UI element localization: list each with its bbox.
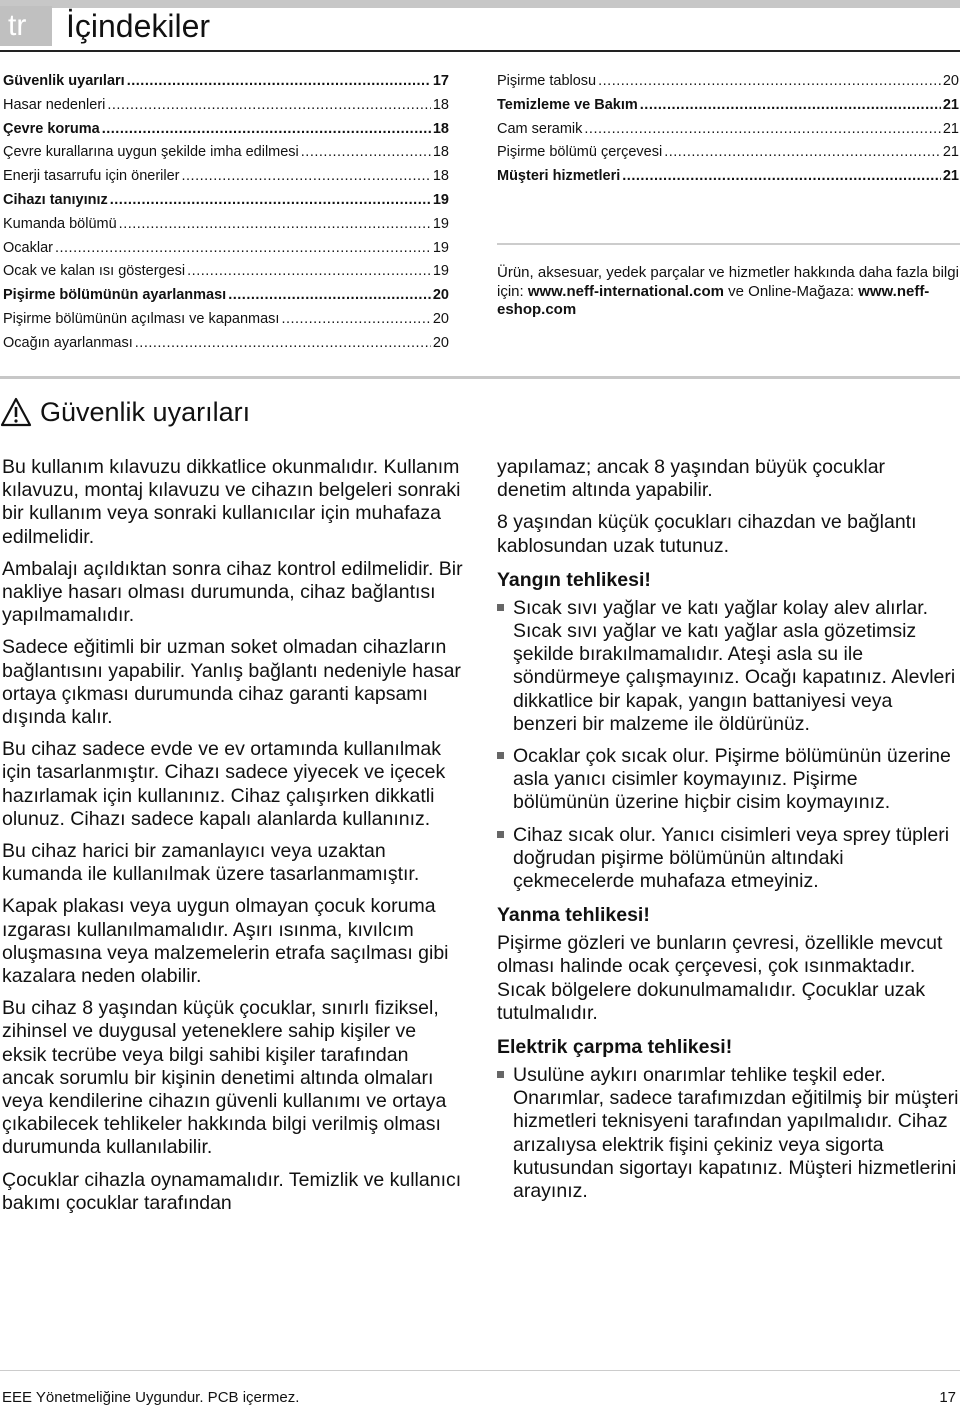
- toc-leader-dots: [102, 118, 431, 142]
- warning-triangle-icon: [0, 397, 32, 427]
- toc-entry-page: 19: [432, 263, 449, 280]
- info-text-1: Ürün, aksesuar, yedek parçalar ve hizmetler hakkında daha fazla bilgi için:: [497, 264, 959, 300]
- fire-hazard-list: [497, 597, 959, 893]
- bullet-item: Cihaz sıcak olur. Yanıcı cisimleri veya sprey tüpleri doğrudan pişirme bölümünün altındaki çekmecelerde muhafaza etmeyiniz.: [497, 824, 959, 894]
- toc-entry[interactable]: [3, 141, 449, 165]
- toc-entry-page: 20: [942, 73, 959, 89]
- toc-entry-page: 17: [432, 73, 449, 89]
- toc-entry[interactable]: [3, 94, 449, 118]
- bullet-item: Ocaklar çok sıcak olur. Pişirme bölümünün üzerine asla yanıcı cisimler koymayınız. Pişirme bölümünün üzerine hiçbir cisim koymayınız.: [497, 745, 959, 815]
- toc-entry-page: 18: [432, 96, 449, 113]
- fire-hazard-heading: Yangın tehlikesi!: [497, 568, 651, 591]
- toc-entry-label: Müşteri hizmetleri: [497, 168, 621, 185]
- toc-entry-page: 21: [942, 144, 959, 161]
- toc-leader-dots: [598, 70, 941, 94]
- paragraph: Ambalajı açıldıktan sonra cihaz kontrol edilmelidir. Bir nakliye hasarı olması durumunda, cihaz bağlantısı yapılmamalıdır.: [2, 557, 463, 627]
- toc-entry-page: 21: [942, 168, 959, 185]
- toc-entry-label: Pişirme bölümünün açılması ve kapanması: [3, 310, 280, 327]
- paragraph: Sadece eğitimli bir uzman soket olmadan cihazların bağlantısını yapabilir. Yanlış bağlantı nedeniyle hasar ortaya çıkması durumunda cihaz garanti kapsamı dışında kalır.: [2, 636, 461, 729]
- toc-entry-page: 20: [432, 334, 449, 351]
- toc-left-column: [3, 70, 449, 356]
- bullet-item: Usulüne aykırı onarımlar tehlike teşkil eder. Onarımlar, sadece tarafımızdan eğitilmiş bir müşteri hizmetleri teknisyeni tarafından yapılmalıdır. Cihaz arızalıysa elektrik fişini çekiniz veya sigorta kutusundan sigortayı kapatınız. Müşteri hizmetlerini arayınız.: [497, 1064, 959, 1203]
- burn-hazard-heading: Yanma tehlikesi!: [497, 904, 650, 927]
- page-title: İçindekiler: [66, 8, 211, 44]
- paragraph: yapılamaz; ancak 8 yaşından büyük çocuklar denetim altında yapabilir.: [497, 456, 886, 502]
- title-divider: [0, 50, 960, 52]
- toc-entry[interactable]: [3, 332, 449, 356]
- paragraph: Kapak plakası veya uygun olmayan çocuk koruma ızgarası kullanılmamalıdır. Aşırı ısınma, kıvılcım oluşmasına veya malzemelerin etrafa saçılması gibi kazalara neden olabilir.: [2, 895, 449, 988]
- toc-entry-page: 19: [432, 239, 449, 256]
- toc-entry-label: Hasar nedenleri: [3, 96, 106, 113]
- section-heading: [0, 392, 250, 432]
- toc-leader-dots: [584, 118, 940, 142]
- section-title: Güvenlik uyarıları: [40, 397, 251, 427]
- toc-entry-label: Cihazı tanıyınız: [3, 191, 108, 208]
- toc-entry-page: 21: [942, 96, 959, 113]
- toc-entry-label: Kumanda bölümü: [3, 215, 117, 232]
- toc-leader-dots: [301, 141, 431, 165]
- toc-entry-label: Pişirme bölümünün ayarlanması: [3, 287, 227, 304]
- toc-entry-page: 18: [432, 144, 449, 161]
- toc-entry[interactable]: [3, 308, 449, 332]
- toc-entry-label: Temizleme ve Bakım: [497, 96, 638, 113]
- toc-leader-dots: [110, 189, 431, 213]
- toc-entry[interactable]: [3, 189, 449, 213]
- paragraph: Bu cihaz sadece evde ve ev ortamında kullanılmak için tasarlanmıştır. Cihazı sadece yiyecek ve içecek hazırlamak için kullanınız. Cihaz çalışırken dikkatli olunuz. Cihazı sadece kapalı alanlarda kullanınız.: [2, 738, 446, 830]
- paragraph: Bu cihaz harici bir zamanlayıcı veya uzaktan kumanda ile kullanılmak üzere tasarlanmamıştır.: [2, 840, 420, 886]
- toc-leader-dots: [107, 94, 430, 118]
- toc-entry-label: Pişirme tablosu: [497, 73, 597, 89]
- toc-leader-dots: [622, 165, 941, 189]
- info-divider: [497, 243, 960, 245]
- toc-entry-label: Enerji tasarrufu için öneriler: [3, 168, 180, 185]
- info-block: [497, 264, 959, 320]
- toc-entry[interactable]: [497, 94, 959, 118]
- toc-entry[interactable]: [497, 70, 959, 94]
- toc-entry[interactable]: [497, 118, 959, 142]
- footer-divider: [0, 1370, 960, 1371]
- toc-entry-page: 21: [942, 120, 959, 137]
- toc-leader-dots: [640, 94, 941, 118]
- info-text-2: ve Online-Mağaza:: [723, 282, 859, 300]
- paragraph: Bu kullanım kılavuzu dikkatlice okunmalıdır. Kullanım kılavuzu, montaj kılavuzu ve cihazın belgeleri sonraki bir kullanım veya sonraki kullanıcılar için muhafaza edilmelidir.: [2, 456, 461, 548]
- toc-entry-page: 18: [432, 120, 449, 137]
- toc-entry-label: Ocak ve kalan ısı göstergesi: [3, 263, 186, 280]
- toc-entry[interactable]: [3, 70, 449, 94]
- toc-entry[interactable]: [3, 165, 449, 189]
- toc-entry-page: 19: [432, 191, 449, 208]
- info-link-international[interactable]: www.neff-international.com: [527, 282, 724, 300]
- page-number: 17: [939, 1389, 956, 1406]
- toc-leader-dots: [187, 260, 431, 284]
- toc-leader-dots: [182, 165, 431, 189]
- toc-entry-label: Cam seramik: [497, 120, 583, 137]
- toc-leader-dots: [281, 308, 430, 332]
- shock-hazard-heading: Elektrik çarpma tehlikesi!: [497, 1036, 733, 1059]
- toc-entry-page: 18: [432, 168, 449, 185]
- toc-entry[interactable]: [3, 260, 449, 284]
- toc-entry[interactable]: [497, 141, 959, 165]
- toc-leader-dots: [228, 284, 431, 308]
- section-divider: [0, 376, 960, 379]
- left-text-column: [2, 456, 464, 1224]
- bullet-item: Sıcak sıvı yağlar ve katı yağlar kolay alev alırlar. Sıcak sıvı yağlar ve katı yağlar asla gözetimsiz şekilde bırakılmamalıdır. Ateşi asla su ile söndürmeye çalışmayınız. Ocağı kapatınız. Alevleri dikkatlice bir kapak, yangın battaniyesi veya benzeri bir malzeme ile öldürünüz.: [497, 597, 959, 736]
- toc-leader-dots: [135, 332, 431, 356]
- toc-entry-page: 19: [432, 215, 449, 232]
- footer-note: EEE Yönetmeliğine Uygundur. PCB içermez.: [2, 1389, 300, 1406]
- toc-leader-dots: [55, 237, 431, 261]
- toc-entry-label: Pişirme bölümü çerçevesi: [497, 144, 663, 161]
- toc-leader-dots: [127, 70, 431, 94]
- toc-leader-dots: [664, 141, 941, 165]
- toc-leader-dots: [119, 213, 431, 237]
- right-text-column: [497, 456, 959, 1212]
- shock-hazard-list: [497, 1064, 959, 1203]
- paragraph: Çocuklar cihazla oynamamalıdır. Temizlik ve kullanıcı bakımı çocuklar tarafından: [2, 1168, 462, 1214]
- toc-entry[interactable]: [3, 284, 449, 308]
- language-tab: tr: [0, 6, 52, 46]
- toc-entry[interactable]: [3, 118, 449, 142]
- toc-right-column: [497, 70, 959, 189]
- toc-entry[interactable]: [3, 213, 449, 237]
- toc-entry-page: 20: [432, 287, 449, 304]
- toc-entry-label: Çevre koruma: [3, 120, 100, 137]
- toc-entry-label: Çevre kurallarına uygun şekilde imha edilmesi: [3, 144, 299, 161]
- info-link-eshop[interactable]: www.neff-eshop.com: [497, 282, 930, 318]
- paragraph: Pişirme gözleri ve bunların çevresi, özellikle mevcut olması halinde ocak çerçevesi, çok ısınmaktadır. Sıcak bölgelere dokunulmamalıdır. Çocuklar uzak tutulmalıdır.: [497, 932, 943, 1024]
- paragraph: Bu cihaz 8 yaşından küçük çocuklar, sınırlı fiziksel, zihinsel ve duygusal yeteneklere sahip kişiler ve eksik tecrübe veya bilgi sahibi kişiler tarafından ancak sorumlu bir kişinin denetimi altında olmaları veya kendilerine cihazın güvenli kullanımı ve ortaya çıkabilecek tehlikeler hakkında bilgi verilmiş olması durumunda kullanılabilir.: [2, 997, 447, 1159]
- toc-entry-label: Ocaklar: [3, 239, 53, 256]
- paragraph: 8 yaşından küçük çocukları cihazdan ve bağlantı kablosundan uzak tutunuz.: [497, 511, 917, 557]
- toc-entry-label: Güvenlik uyarıları: [3, 73, 125, 89]
- toc-entry[interactable]: [3, 237, 449, 261]
- toc-entry-label: Ocağın ayarlanması: [3, 334, 133, 351]
- toc-entry[interactable]: [497, 165, 959, 189]
- toc-entry-page: 20: [432, 310, 449, 327]
